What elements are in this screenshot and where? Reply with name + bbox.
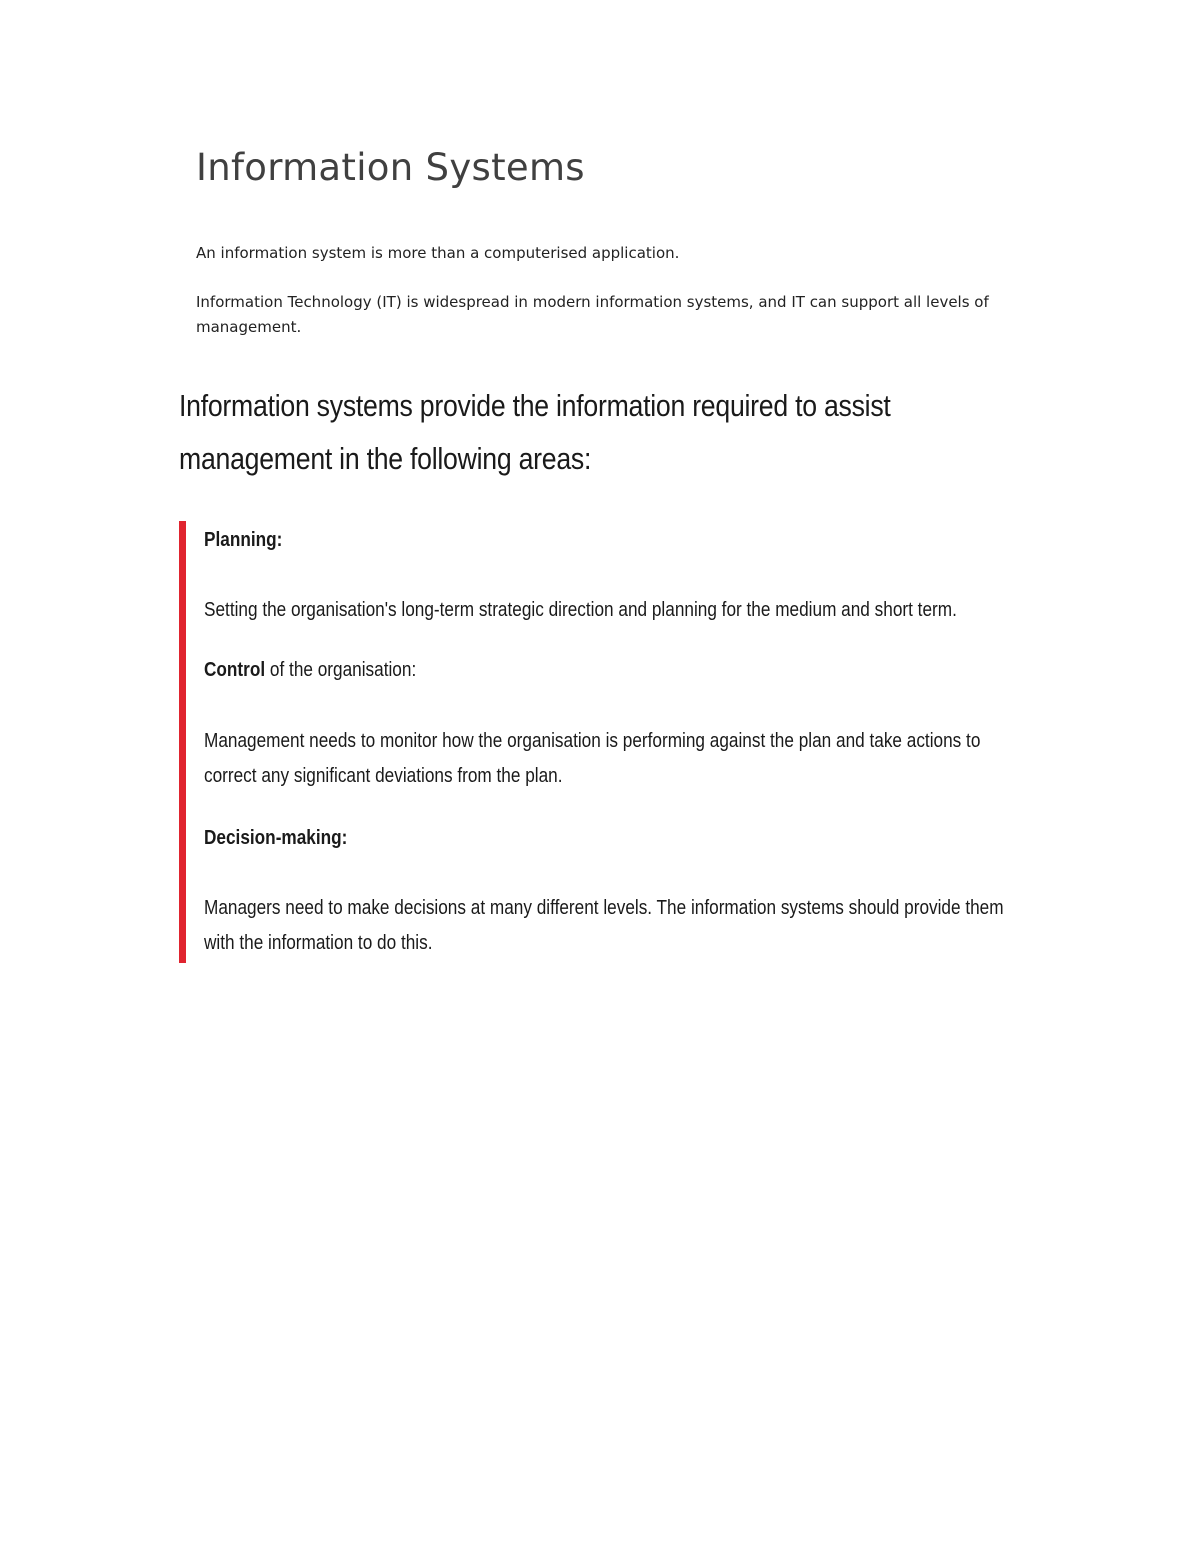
decision-heading: Decision-making: — [204, 827, 348, 849]
control-heading — [204, 653, 416, 688]
page-title: Information Systems — [196, 146, 585, 189]
planning-heading: Planning: — [204, 529, 283, 551]
decision-text: Managers need to make decisions at many different levels. The information systems should provide them with the information to do this. — [204, 897, 1004, 954]
areas-callout — [179, 521, 1036, 963]
control-text: Management needs to monitor how the organisation is performing against the plan and take actions to correct any significant deviations from the plan. — [204, 730, 981, 787]
section-heading: Information systems provide the information required to assist management in the following areas: — [179, 388, 891, 476]
control-heading-bold: Control — [204, 659, 266, 681]
intro-paragraph-1: An information system is more than a computerised application. — [196, 244, 680, 262]
control-heading-rest: of the organisation: — [265, 659, 417, 681]
planning-text: Setting the organisation's long-term strategic direction and planning for the medium and short term. — [204, 599, 957, 621]
intro-paragraph-2: Information Technology (IT) is widespread in modern information systems, and IT can support all levels of management. — [196, 293, 989, 336]
